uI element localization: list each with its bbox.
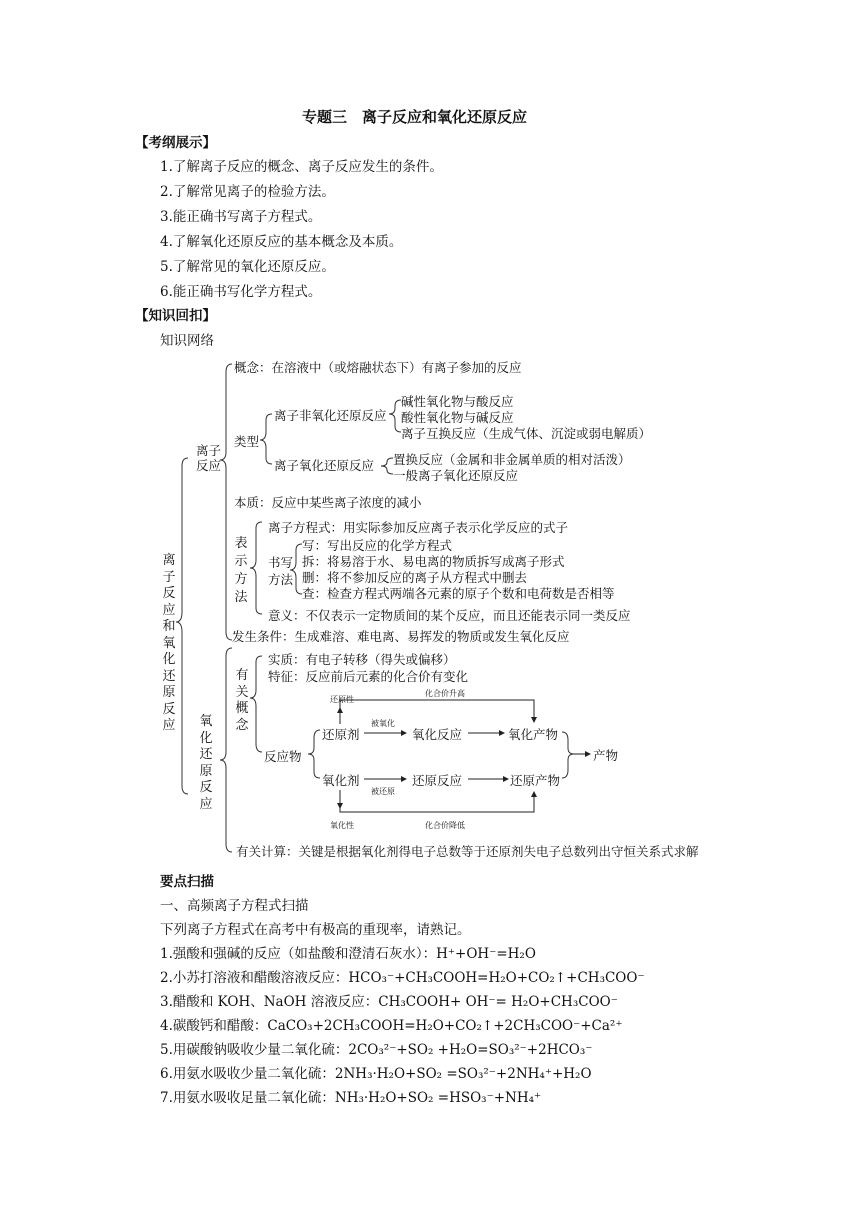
node-write-label-2: 方法 (268, 572, 294, 587)
equation-row (160, 1086, 541, 1106)
node-related-concepts: 有关概念 (235, 668, 249, 733)
write-step: 写：写出反应的化学方程式 (302, 538, 453, 553)
node-reducer: 还原剂 (322, 727, 360, 742)
node-essence: 本质：反应中某些离子浓度的减小 (234, 495, 422, 510)
non-redox-item: 碱性氧化物与酸反应 (401, 394, 514, 409)
node-ionic-concept: 概念：在溶液中（或熔融状态下）有离子参加的反应 (234, 360, 522, 375)
node-ion-equation: 离子方程式：用实际参加反应离子表示化学反应的式子 (268, 520, 569, 535)
node-ox-product: 氧化产物 (508, 727, 559, 742)
node-ionic-reaction: 离子反应 (196, 443, 222, 473)
node-meaning: 意义：不仅表示一定物质间的某个反应，而且还能表示同一类反应 (268, 608, 631, 623)
node-types: 类型 (234, 434, 260, 449)
node-calculation: 有关计算：关键是根据氧化剂得电子总数等于还原剂失电子总数列出守恒关系式求解 (236, 844, 699, 859)
node-write-label-1: 书写 (268, 555, 294, 570)
node-non-redox: 离子非氧化还原反应 (274, 408, 387, 423)
equation-label: 3.醋酸和 KOH、NaOH 溶液反应： (160, 994, 379, 1010)
brace-ionic (220, 364, 232, 640)
equation-label: 2.小苏打溶液和醋酸溶液反应： (160, 970, 349, 986)
kaogang-item: 5.了解常见的氧化还原反应。 (160, 259, 335, 275)
equation-formula: CaCO₃+2CH₃COOH=H₂O+CO₂↑+2CH₃COO⁻+Ca²⁺ (267, 1018, 623, 1034)
label-reduced: 被还原 (371, 787, 395, 796)
brace-root (176, 458, 188, 794)
equation-formula: CH₃COOH+ OH⁻= H₂O+CH₃COO⁻ (378, 994, 618, 1010)
diagram-root: 离子反应和氧化还原反应 (162, 553, 176, 733)
kaogang-item: 6.能正确书写化学方程式。 (160, 284, 322, 300)
write-step: 查：检查方程式两端各元素的原子个数和电荷数是否相等 (302, 586, 615, 601)
equation-label: 6.用氨水吸收少量二氧化硫： (160, 1066, 335, 1082)
brace-redox (220, 648, 232, 852)
brace-redox-ion (381, 458, 393, 474)
equation-row (160, 1062, 592, 1082)
section-heading-kaogang: 【考纲展示】 (135, 135, 216, 151)
equation-formula: 2CO₃²⁻+SO₂ +H₂O=SO₃²⁻+2HCO₃⁻ (348, 1042, 593, 1058)
brace-non-redox (389, 400, 401, 432)
page-title: 专题三 离子反应和氧化还原反应 (302, 108, 528, 126)
node-red-product: 还原产物 (510, 773, 561, 788)
equation-label: 5.用碳酸钠吸收少量二氧化硫： (160, 1042, 349, 1058)
redox-ion-item: 一般离子氧化还原反应 (393, 468, 519, 483)
label-oxidizability: 氧化性 (330, 821, 354, 830)
write-step: 删：将不参加反应的离子从方程式中删去 (302, 570, 528, 585)
non-redox-item: 酸性氧化物与碱反应 (401, 410, 514, 425)
kaogang-item: 2.了解常见离子的检验方法。 (160, 184, 335, 200)
equation-row (160, 942, 536, 962)
equation-formula: H⁺+OH⁻=H₂O (436, 946, 536, 962)
kaogang-item: 3.能正确书写离子方程式。 (160, 209, 322, 225)
knowledge-network-label: 知识网络 (160, 333, 214, 349)
label-oxidized: 被氧化 (371, 719, 395, 728)
write-step: 拆：将易溶于水、易电离的物质拆写成离子形式 (302, 554, 565, 569)
node-oxidizer: 氧化剂 (322, 773, 360, 788)
node-feature: 特征：反应前后元素的化合价有变化 (268, 669, 469, 684)
redox-ion-item: 置换反应（金属和非金属单质的相对活泼） (393, 452, 631, 467)
kaogang-item: 1.了解离子反应的概念、离子反应发生的条件。 (160, 159, 443, 175)
node-condition: 发生条件：生成难溶、难电离、易挥发的物质或发生氧化反应 (232, 629, 570, 644)
scan-subheading: 一、高频离子方程式扫描 (160, 898, 309, 914)
label-valence-down: 化合价降低 (425, 821, 465, 830)
label-reducibility: 还原性 (330, 695, 354, 704)
equation-row (160, 966, 645, 986)
node-red-reaction: 还原反应 (412, 773, 463, 788)
equation-label: 4.碳酸钙和醋酸： (160, 1018, 268, 1034)
equation-formula: 2NH₃·H₂O+SO₂ =SO₃²⁻+2NH₄⁺+H₂O (334, 1066, 592, 1082)
equation-formula: HCO₃⁻+CH₃COOH=H₂O+CO₂↑+CH₃COO⁻ (348, 970, 645, 986)
non-redox-item: 离子互换反应（生成气体、沉淀或弱电解质） (401, 426, 652, 441)
brace-types (260, 414, 272, 464)
node-substance: 实质：有电子转移（得失或偏移） (268, 652, 456, 667)
brace-method (250, 522, 262, 614)
node-ox-reaction: 氧化反应 (412, 727, 463, 742)
equation-row (160, 1014, 622, 1034)
arrow-valence-down (340, 790, 534, 812)
kaogang-item: 4.了解氧化还原反应的基本概念及本质。 (160, 234, 403, 250)
brace-related (250, 656, 262, 752)
scan-heading: 要点扫描 (160, 874, 214, 890)
section-heading-zhishi: 【知识回扣】 (135, 308, 216, 324)
equation-row (160, 1038, 592, 1058)
node-redox-ion: 离子氧化还原反应 (274, 458, 375, 473)
label-valence-up: 化合价升高 (425, 689, 465, 698)
brace-reactant (308, 730, 320, 778)
equation-formula: NH₃·H₂O+SO₂ =HSO₃⁻+NH₄⁺ (334, 1090, 542, 1106)
equation-label: 1.强酸和强碱的反应（如盐酸和澄清石灰水）： (160, 946, 437, 962)
node-redox: 氧化还原反应 (199, 714, 213, 812)
arrow-valence-up (340, 700, 534, 724)
equation-row (160, 990, 618, 1010)
node-reactant: 反应物 (264, 749, 302, 764)
equation-label: 7.用氨水吸收足量二氧化硫： (160, 1090, 335, 1106)
brace-products (562, 732, 574, 778)
node-product: 产物 (593, 748, 619, 763)
scan-intro: 下列离子方程式在高考中有极高的重现率，请熟记。 (160, 922, 471, 938)
node-method: 表示方法 (234, 536, 248, 605)
